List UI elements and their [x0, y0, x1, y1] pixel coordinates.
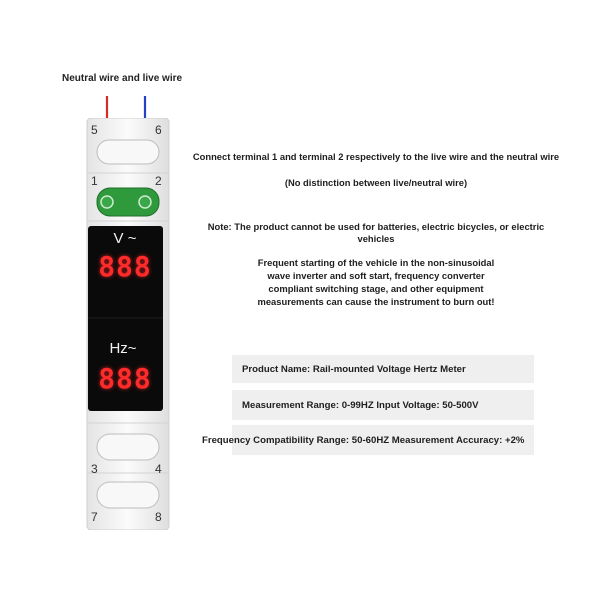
spec-compatibility-text: Frequency Compatibility Range: 50-60HZ Measurement Accuracy: +2%	[202, 434, 525, 446]
terminal-label-7: 7	[91, 510, 98, 524]
spec-product-name-text: Product Name: Rail-mounted Voltage Hertz Meter	[242, 363, 466, 375]
terminal-label-3: 3	[91, 462, 98, 476]
usage-note-line2: vehicles	[357, 233, 395, 244]
terminal-label-1: 1	[91, 174, 98, 188]
wire-title: Neutral wire and live wire	[62, 73, 183, 84]
usage-note-line1: Note: The product cannot be used for batteries, electric bicycles, or electric	[207, 221, 545, 232]
screw-slot-top	[97, 140, 159, 164]
spec-measurement-range-text: Measurement Range: 0-99HZ Input Voltage: 50-500V	[242, 399, 479, 411]
connect-instruction: Connect terminal 1 and terminal 2 respectively to the live wire and the neutral wire	[192, 151, 560, 162]
spec-measurement-range	[232, 390, 534, 420]
warning-line2: wave inverter and soft start, frequency converter	[267, 270, 485, 281]
voltage-unit-label: V ~	[113, 230, 137, 247]
no-distinction-note: (No distinction between live/neutral wire)	[284, 177, 468, 188]
voltage-digits: 888	[98, 250, 152, 283]
frequency-digits: 888	[98, 362, 152, 395]
warning-line1: Frequent starting of the vehicle in the non-sinusoidal	[257, 257, 495, 268]
screw-slot-middle	[97, 434, 159, 460]
warning-line3: compliant switching stage, and other equipment	[268, 283, 484, 294]
terminal-label-2: 2	[155, 174, 162, 188]
terminal-label-5: 5	[91, 123, 98, 137]
terminal-label-8: 8	[155, 510, 162, 524]
din-rail-meter	[85, 118, 171, 530]
terminal-label-6: 6	[155, 123, 162, 137]
spec-product-name	[232, 355, 534, 383]
terminal-label-4: 4	[155, 462, 162, 476]
screw-slot-bottom	[97, 482, 159, 508]
spec-compatibility	[202, 425, 534, 455]
warning-line4: measurements can cause the instrument to burn out!	[257, 296, 495, 307]
frequency-unit-label: Hz~	[109, 340, 137, 357]
